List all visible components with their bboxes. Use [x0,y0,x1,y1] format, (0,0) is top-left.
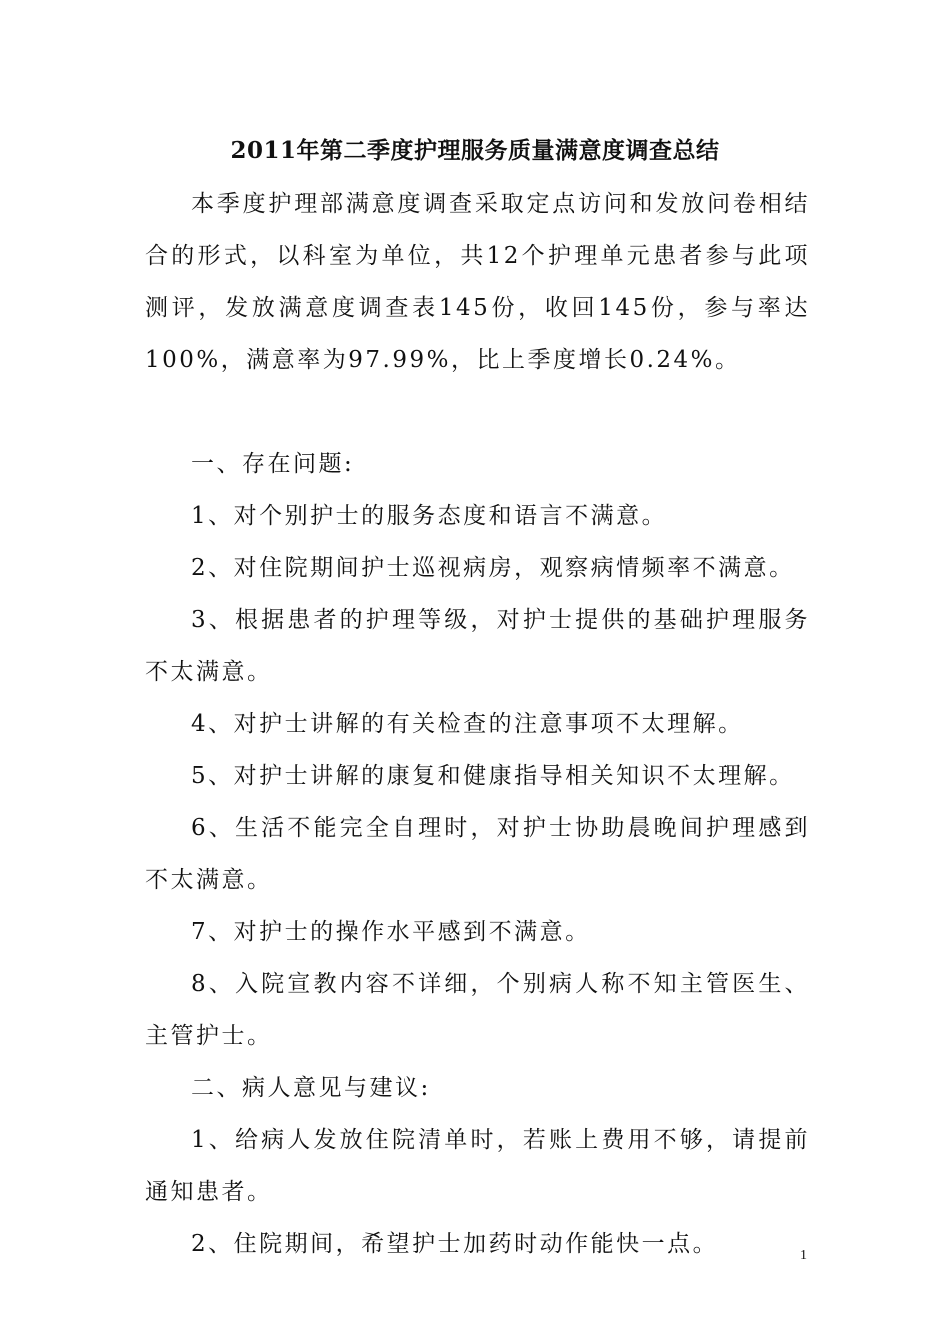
problem-item: 6、生活不能完全自理时，对护士协助晨晚间护理感到不太满意。 [145,815,810,893]
section-heading-suggestions: 二、病人意见与建议: [191,1075,431,1101]
document-body [145,178,810,1270]
document-title: 2011年第二季度护理服务质量满意度调查总结 [230,137,720,164]
problem-item: 2、对住院期间护士巡视病房，观察病情频率不满意。 [191,555,795,581]
page-number: 1 [800,1248,807,1263]
problem-item: 5、对护士讲解的康复和健康指导相关知识不太理解。 [191,763,795,789]
blank-line [145,386,810,438]
problem-item: 4、对护士讲解的有关检查的注意事项不太理解。 [191,711,744,737]
problem-item: 1、对个别护士的服务态度和语言不满意。 [191,503,668,529]
problem-item: 8、入院宣教内容不详细，个别病人称不知主管医生、主管护士。 [145,971,810,1049]
suggestion-item: 2、住院期间，希望护士加药时动作能快一点。 [191,1231,719,1257]
suggestion-item: 1、给病人发放住院清单时，若账上费用不够，请提前通知患者。 [145,1127,810,1205]
problem-item: 7、对护士的操作水平感到不满意。 [191,919,591,945]
intro-paragraph: 本季度护理部满意度调查采取定点访问和发放问卷相结合的形式，以科室为单位，共12个护理单元患者参与此项测评，发放满意度调查表145份，收回145份，参与率达100%，满意率为97.99%，比上季度增长0.24%。 [145,191,810,373]
problem-item: 3、根据患者的护理等级，对护士提供的基础护理服务不太满意。 [145,607,810,685]
section-heading-problems: 一、存在问题: [191,451,355,477]
